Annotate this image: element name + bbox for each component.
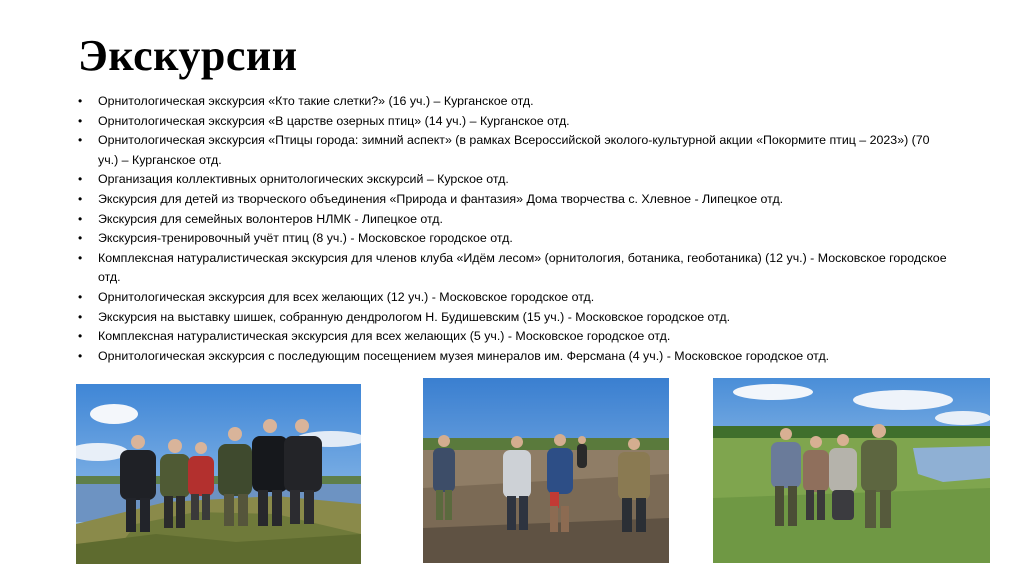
group-by-river-photo	[713, 378, 990, 563]
list-item: • Экскурсия для семейных волонтеров НЛМК - Липецкое отд.	[78, 210, 948, 230]
list-item: • Комплексная натуралистическая экскурсия для всех желающих (5 уч.) - Московское городское отд.	[78, 327, 948, 347]
list-item: • Орнитологическая экскурсия «Кто такие слетки?» (16 уч.) – Курганское отд.	[78, 92, 948, 112]
list-item: • Комплексная натуралистическая экскурсия для членов клуба «Идём лесом» (орнитология, ботаника, геоботаника) (12 уч.) - Московское городское отд.	[78, 249, 948, 288]
list-item: • Орнитологическая экскурсия «В царстве озерных птиц» (14 уч.) – Курганское отд.	[78, 112, 948, 132]
group-on-sandy-field-photo	[423, 378, 669, 563]
list-item: • Орнитологическая экскурсия «Птицы города: зимний аспект» (в рамках Всероссийской эколого-культурной акции «Покормите птиц – 2023») (70 уч.) – Курганское отд.	[78, 131, 948, 170]
list-item: • Экскурсия для детей из творческого объединения «Природа и фантазия» Дома творчества с. Хлевное - Липецкое отд.	[78, 190, 948, 210]
list-item: • Орнитологическая экскурсия с последующим посещением музея минералов им. Ферсмана (4 уч.) - Московское городское отд.	[78, 347, 948, 367]
list-item: • Экскурсия на выставку шишек, собранную дендрологом Н. Будишевским (15 уч.) - Московское городское отд.	[78, 308, 948, 328]
list-item: • Экскурсия-тренировочный учёт птиц (8 уч.) - Московское городское отд.	[78, 229, 948, 249]
list-item: • Организация коллективных орнитологических экскурсий – Курское отд.	[78, 170, 948, 190]
group-by-lake-photo	[76, 384, 361, 564]
excursion-list	[78, 92, 948, 366]
list-item: • Орнитологическая экскурсия для всех желающих (12 уч.) - Московское городское отд.	[78, 288, 948, 308]
slide-title: Экскурсии	[78, 31, 298, 80]
